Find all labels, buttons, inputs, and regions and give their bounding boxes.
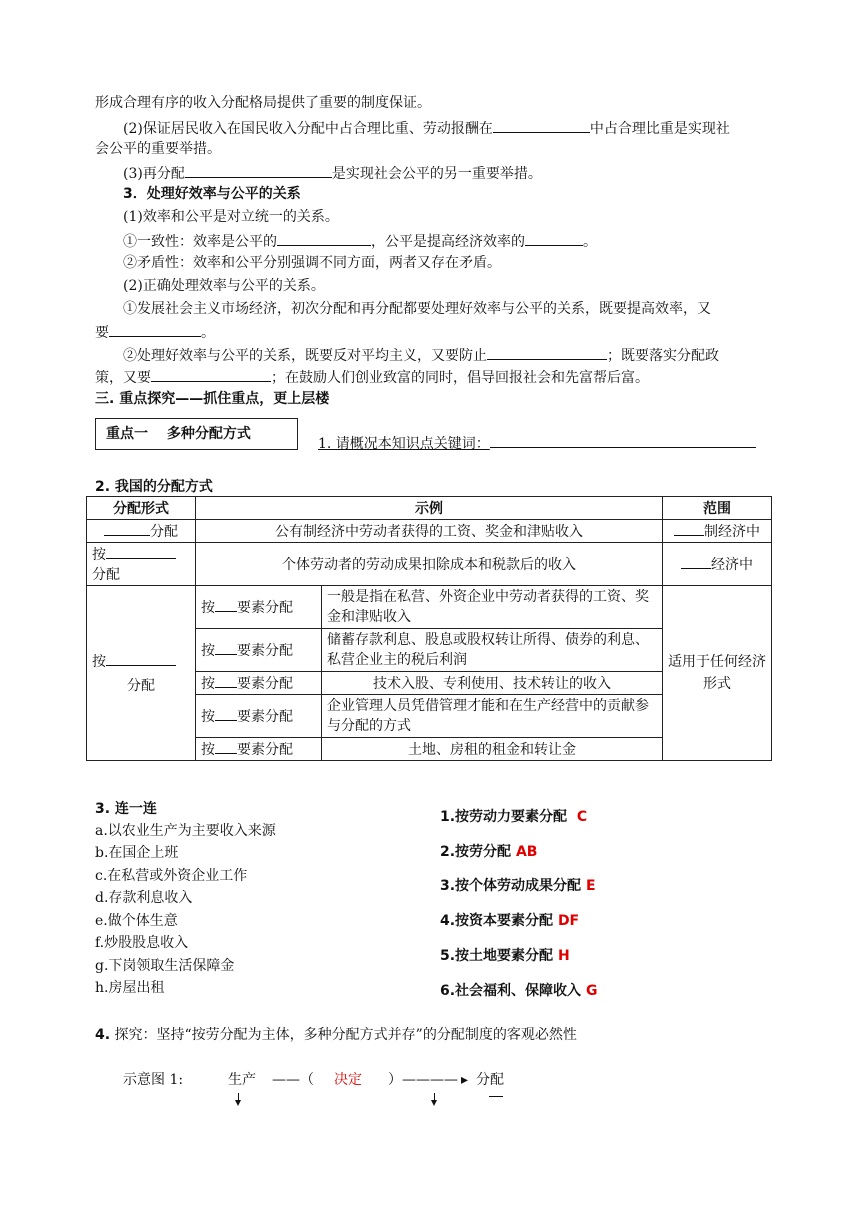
blank[interactable] — [493, 117, 590, 133]
arrow-right-icon: ▸ — [461, 1072, 469, 1088]
text-line: 策，又要 ；在鼓励人们创业致富的同时，倡导回报社会和先富帮后富。 — [95, 366, 649, 388]
match-left-item: d.存款利息收入 — [95, 890, 193, 906]
diagram-distribute: 分配 — [476, 1072, 504, 1088]
text-line: (2)正确处理效率与公平的关系。 — [123, 278, 325, 294]
text-line: ①发展社会主义市场经济，初次分配和再分配都要处理好效率与公平的关系，既要提高效率，又 — [123, 301, 711, 317]
form-cell: 分配 — [87, 520, 196, 543]
blank[interactable] — [215, 706, 237, 721]
match-right-item: 2.按劳分配 AB — [440, 844, 538, 860]
part-title: 三. 重点探究——抓住重点，更上层楼 — [95, 391, 330, 407]
blank[interactable] — [109, 321, 201, 337]
table-row — [87, 520, 772, 543]
table-row — [87, 586, 772, 629]
match-right-item: 6.社会福利、保障收入 G — [440, 983, 598, 999]
blank[interactable] — [487, 344, 607, 360]
arrow-down-icon — [235, 1100, 241, 1106]
explore-title: 4. 探究：坚持“按劳分配为主体，多种分配方式并存”的分配制度的客观必然性 — [95, 1027, 577, 1043]
keyword-answer-blank[interactable] — [490, 432, 756, 448]
text-line: (2)保证居民收入在国民收入分配中占合理比重、劳动报酬在 中占合理比重是实现社 — [123, 117, 730, 139]
match-answer: G — [585, 983, 598, 999]
match-left-item: e.做个体生意 — [95, 913, 178, 929]
text-line: (1)效率和公平是对立统一的关系。 — [123, 209, 339, 225]
match-right-item: 1.按劳动力要素分配 C — [440, 809, 588, 825]
blank[interactable] — [106, 544, 176, 559]
match-left-item: f.炒股股息收入 — [95, 935, 189, 951]
blank[interactable] — [104, 521, 150, 536]
diagram-produce: 生产 — [228, 1072, 256, 1088]
match-right-item: 5.按土地要素分配 H — [440, 948, 570, 964]
scope-cell: 制经济中 — [663, 520, 772, 543]
scope-cell: 经济中 — [663, 543, 772, 586]
text-line: ②处理好效率与公平的关系，既要反对平均主义，又要防止 ；既要落实分配政 — [123, 344, 719, 366]
scope-cell: 适用于任何经济形式 — [663, 586, 772, 761]
example-cell: 个体劳动者的劳动成果扣除成本和税款后的收入 — [196, 543, 663, 586]
example-cell: 一般是指在私营、外资企业中劳动者获得的工资、奖金和津贴收入 — [322, 586, 663, 629]
match-answer: C — [576, 809, 588, 825]
match-answer: AB — [515, 844, 538, 860]
header-cell: 范围 — [663, 497, 772, 520]
match-answer: H — [557, 948, 570, 964]
text-line: ②矛盾性：效率和公平分别强调不同方面，两者又存在矛盾。 — [123, 255, 501, 271]
match-title: 3. 连一连 — [95, 801, 157, 817]
keyword-question: 1. 请概况本知识点关键词： — [318, 432, 756, 454]
text-line: 会公平的重要举措。 — [95, 141, 221, 157]
form-cell: 按 分配 — [87, 543, 196, 586]
diagram-connector: ）———— — [388, 1072, 458, 1088]
header-cell: 分配形式 — [87, 497, 196, 520]
text-line: ①一致性：效率是公平的 ，公平是提高经济效率的 。 — [123, 230, 597, 252]
example-cell: 技术入股、专利使用、技术转让的收入 — [322, 672, 663, 695]
match-left-item: b.在国企上班 — [95, 845, 179, 861]
form-cell: 按 分配 — [87, 586, 196, 761]
blank[interactable] — [185, 162, 332, 178]
match-left-item: a.以农业生产为主要收入来源 — [95, 823, 276, 839]
blank[interactable] — [106, 651, 176, 666]
example-cell: 公有制经济中劳动者获得的工资、奖金和津贴收入 — [196, 520, 663, 543]
factor-cell: 按 要素分配 — [196, 672, 322, 695]
arrow-down-icon — [431, 1100, 437, 1106]
match-left-item: h.房屋出租 — [95, 980, 165, 996]
blank[interactable] — [681, 554, 711, 569]
blank[interactable] — [215, 597, 237, 612]
blank[interactable] — [674, 521, 704, 536]
match-left-item: c.在私营或外资企业工作 — [95, 868, 248, 884]
diagram-decide: 决定 — [334, 1072, 362, 1088]
blank[interactable] — [525, 230, 583, 246]
diagram-label: 示意图 1: — [123, 1072, 184, 1088]
factor-cell: 按 要素分配 — [196, 629, 322, 672]
table-title: 2. 我国的分配方式 — [95, 479, 213, 495]
blank[interactable] — [277, 230, 371, 246]
factor-cell: 按 要素分配 — [196, 695, 322, 738]
blank[interactable] — [215, 640, 237, 655]
text-line: 形成合理有序的收入分配格局提供了重要的制度保证。 — [95, 95, 431, 111]
example-cell: 企业管理人员凭借管理才能和在生产经营中的贡献参与分配的方式 — [322, 695, 663, 738]
text-line: (3)再分配 是实现社会公平的另一重要举措。 — [123, 162, 542, 184]
diagram-connector: ——（ — [272, 1072, 314, 1088]
table-header-row — [87, 497, 772, 520]
blank[interactable] — [215, 739, 237, 754]
match-right-item: 4.按资本要素分配 DF — [440, 913, 580, 929]
divider — [489, 1096, 503, 1097]
match-answer: E — [585, 878, 596, 894]
example-cell: 储蓄存款利息、股息或股权转让所得、债券的利息、私营企业主的税后利润 — [322, 629, 663, 672]
factor-cell: 按 要素分配 — [196, 738, 322, 761]
factor-cell: 按 要素分配 — [196, 586, 322, 629]
example-cell: 土地、房租的租金和转让金 — [322, 738, 663, 761]
distribution-table — [86, 496, 772, 761]
match-right-item: 3.按个体劳动成果分配 E — [440, 878, 596, 894]
blank[interactable] — [215, 673, 237, 688]
match-left-item: g.下岗领取生活保障金 — [95, 958, 235, 974]
key-point-box: 重点一 多种分配方式 — [95, 418, 298, 450]
table-row — [87, 543, 772, 586]
section-title: 3．处理好效率与公平的关系 — [123, 186, 301, 202]
blank[interactable] — [151, 366, 271, 382]
match-answer: DF — [557, 913, 580, 929]
header-cell: 示例 — [196, 497, 663, 520]
text-line: 要 。 — [95, 321, 215, 343]
